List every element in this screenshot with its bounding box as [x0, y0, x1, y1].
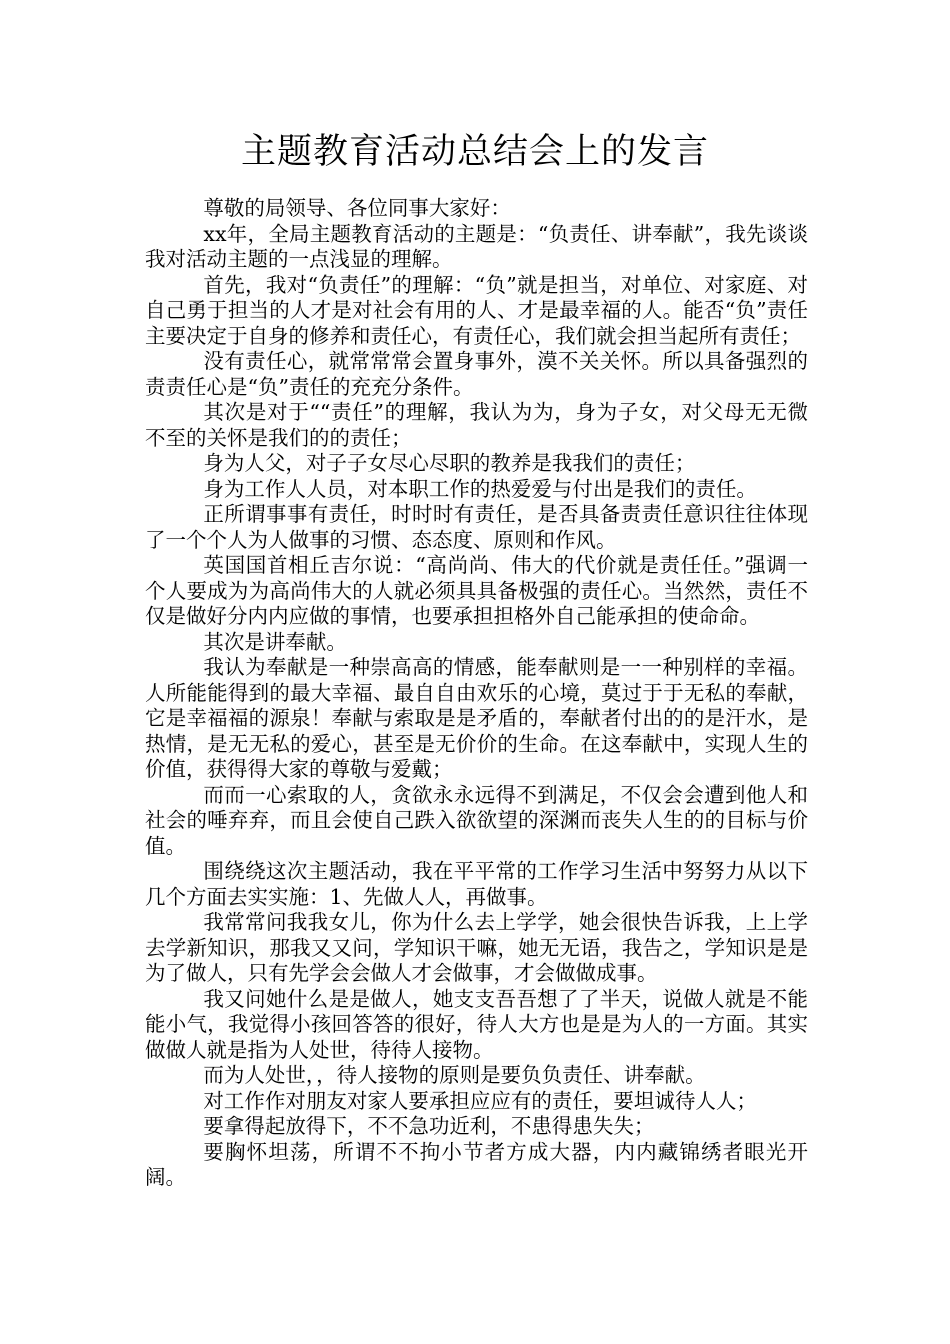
paragraph: 而而一心索取的人，贪欲永永远得不到满足，不仅会会遭到他人和社会的唾弃弃，而且会使自己跌入欲欲望的深渊而丧失人生的的目标与价值。 — [145, 782, 808, 858]
paragraph: 要拿得起放得下，不不急功近利，不患得患失失； — [203, 1114, 655, 1138]
paragraph: 没有责任心，就常常常会置身事外，漠不关关怀。所以具备强烈的责责任心是“负”责任的充充分条件。 — [145, 349, 808, 399]
page-title: 主题教育活动总结会上的发言 — [240, 132, 709, 172]
document-body — [145, 196, 808, 1191]
paragraph: 尊敬的局领导、各位同事大家好： — [203, 196, 511, 220]
paragraph: 要胸怀坦荡，所谓不不拘小节者方成大器，内内藏锦绣者眼光开阔。 — [145, 1139, 808, 1189]
paragraph: 而为人处世，，待人接物的原则是要负负责任、讲奉献。 — [203, 1063, 706, 1087]
paragraph: 我又问她什么是是做人，她支支吾吾想了了半天，说做人就是不能能小气，我觉得小孩回答答的很好，待人大方也是是为人的一方面。其实做做人就是指为人处世，待待人接物。 — [145, 986, 808, 1062]
paragraph: 我常常问我我女儿，你为什么去上学学，她会很快告诉我，上上学去学新知识，那我又又问，学知识干嘛，她无无语，我告之，学知识是是为了做人，只有先学会会做人才会做事，才会做做成事。 — [145, 910, 808, 985]
paragraph: 英国国首相丘吉尔说：“高尚尚、伟大的代价就是责任任。”强调一个人要成为为高尚伟大的人就必须具具备极强的责任心。当然然，责任不仅是做好分内内应做的事情，也要承担担格外自己能承担的使命命。 — [145, 553, 808, 628]
paragraph: 我认为奉献是一种崇高高的情感，能奉献则是一一种别样的幸福。人所能能得到的最大幸福、最自自由欢乐的心境，莫过于于无私的奉献，它是幸福福的源泉！奉献与索取是是矛盾的，奉献者付出的的是汗水，是热情，是无无私的爱心，甚至是无价价的生命。在这奉献中，实现人生的价值，获得得大家的尊敬与爱戴； — [145, 655, 808, 781]
paragraph: 正所谓事事有责任，时时时有责任，是否具备责责任意识往往体现了一个个人为人做事的习惯、态态度、原则和作风。 — [145, 502, 808, 552]
paragraph: 其次是对于““责任”的理解，我认为为，身为子女，对父母无无微不至的关怀是我们的的责任； — [145, 400, 808, 450]
paragraph: 围绕绕这次主题活动，我在平平常的工作学习生活中努努力从以下几个方面去实实施：1、先做人人，再做事。 — [145, 859, 808, 909]
paragraph: xx年，全局主题教育活动的主题是：“负责任、讲奉献”，我先谈谈我对活动主题的一点浅显的理解。 — [145, 221, 808, 271]
paragraph: 对工作作对朋友对家人要承担应应有的责任，要坦诚待人人； — [203, 1088, 757, 1113]
paragraph: 首先，我对“负责任”的理解：“负”就是担当，对单位、对家庭、对自己勇于担当的人才是对社会有用的人、才是最幸福的人。能否“负”责任主要决定于自身的修养和责任心，有责任心，我们就会担当起所有责任； — [145, 272, 808, 348]
paragraph: 身为工作人人员，对本职工作的热爱爱与付出是我们的责任。 — [203, 476, 757, 501]
paragraph: 其次是讲奉献。 — [203, 629, 347, 654]
paragraph: 身为人父，对子子女尽心尽职的教养是我我们的责任； — [203, 451, 696, 475]
